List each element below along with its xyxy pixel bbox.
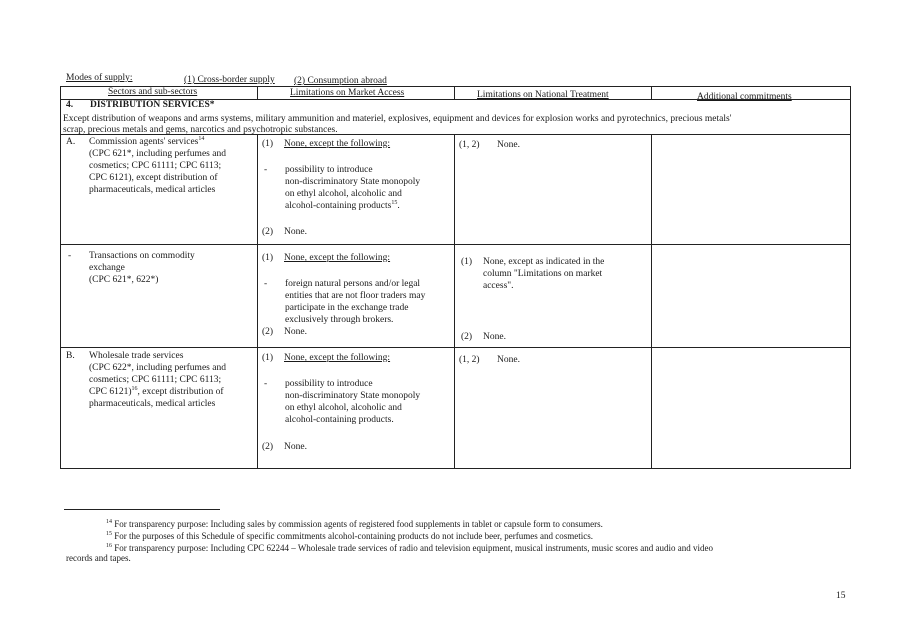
section-note-line-1: Except distribution of weapons and arms systems, military ammunition and materiel, explosives, equipment and devices for explosion works and pyrotechnics, precious metals' <box>63 114 732 124</box>
sector-line: pharmaceuticals, medical articles <box>89 185 216 195</box>
row-exchange-bottom-border <box>60 347 851 348</box>
limitation-text: None, except the following: <box>284 139 391 149</box>
header-national-treatment: Limitations on National Treatment <box>477 90 609 100</box>
market-access-cell <box>262 252 390 264</box>
national-treatment-cell <box>459 139 520 151</box>
limitation-text: None, except the following: <box>284 253 391 263</box>
footnote-number: 16 <box>106 543 112 549</box>
mode-mark: (1) <box>461 257 473 267</box>
detail-line: entities that are not floor traders may <box>285 291 426 301</box>
footnote-text: For transparency purpose: Including CPC 62244 – Wholesale trade services of radio and television equipment, musical instruments, music scores and audio and video <box>114 543 713 553</box>
dash-marker: - <box>264 279 268 289</box>
sector-line: Commission agents' services <box>89 137 199 147</box>
sector-cell <box>89 350 226 410</box>
footnote-separator <box>64 509 220 510</box>
footnote-15 <box>106 530 593 542</box>
limitation-text: None, except as indicated in the <box>483 257 605 267</box>
detail-line: possibility to introduce <box>285 379 373 389</box>
limitation-detail <box>285 378 420 426</box>
market-access-mode-2 <box>262 441 307 453</box>
row-a-bottom-border <box>60 244 851 245</box>
detail-line: possibility to introduce <box>285 165 373 175</box>
col-divider-1 <box>257 134 258 468</box>
detail-line: non-discriminatory State monopoly <box>285 391 421 401</box>
page-number: 15 <box>836 591 846 601</box>
mode-mark: (2) <box>461 332 473 342</box>
sector-line: pharmaceuticals, medical articles <box>89 399 216 409</box>
national-treatment-mode-2 <box>461 331 506 343</box>
row-marker: - <box>68 251 72 261</box>
footnote-number: 15 <box>106 531 112 537</box>
section-number: 4. <box>66 100 74 110</box>
footnote-text: For the purposes of this Schedule of specific commitments alcohol-containing products do not include beer, perfumes and cosmetics. <box>114 531 594 541</box>
mode-mark: (1, 2) <box>459 140 480 150</box>
col-divider-3 <box>651 134 652 468</box>
mode-mark: (1) <box>262 253 274 263</box>
footnote-number: 14 <box>106 519 112 525</box>
limitation-text: None. <box>483 332 506 342</box>
mode-2: (2) Consumption abroad <box>294 76 387 86</box>
limitation-detail: possibility to introduce non-discriminatory State monopoly on ethyl alcohol, alcoholic and alcohol-containing products$^{15}$. <box>285 165 421 211</box>
mode-mark: (1) <box>262 139 274 149</box>
mode-mark: (1) <box>262 353 274 363</box>
footnote-ref: 14 <box>198 136 205 142</box>
sector-line: cosmetics; CPC 61111; CPC 6113; <box>89 375 222 385</box>
header-additional-commitments: Additional commitments <box>697 92 792 102</box>
national-treatment-cell <box>459 354 520 366</box>
dash-marker: - <box>264 165 268 175</box>
detail-line: alcohol-containing products. <box>285 415 394 425</box>
footnote-text: For transparency purpose: Including sales by commission agents of registered food supplements in tablet or capsule form to consumers. <box>114 519 603 529</box>
footnote-14 <box>106 518 603 530</box>
sector-line: , except distribution of <box>137 387 224 397</box>
sector-line: Transactions on commodity <box>89 251 195 261</box>
limitation-text: access". <box>483 281 514 291</box>
sector-line: (CPC 621*, 622*) <box>89 275 159 285</box>
table-bottom-border <box>60 468 851 469</box>
header-market-access: Limitations on Market Access <box>290 88 405 98</box>
table-left-border <box>60 86 61 468</box>
footnote-ref: 15 <box>391 200 398 206</box>
limitation-text: None. <box>497 140 520 150</box>
col-divider-2 <box>454 134 455 468</box>
mode-mark: (1, 2) <box>459 355 480 365</box>
sector-line: (CPC 621*, including perfumes and <box>89 149 226 159</box>
market-access-mode-2 <box>262 326 307 338</box>
limitation-text: None. <box>284 327 307 337</box>
detail-line: on ethyl alcohol, alcoholic and <box>285 403 402 413</box>
market-access-cell <box>262 352 390 364</box>
detail-line: participate in the exchange trade <box>285 303 409 313</box>
sector-line: exchange <box>89 263 125 273</box>
sector-line: CPC 6121) <box>89 387 132 397</box>
limitation-text: None, except the following: <box>284 353 391 363</box>
limitation-text: None. <box>284 442 307 452</box>
mode-mark: (2) <box>262 442 274 452</box>
national-treatment-cell <box>461 256 604 292</box>
section-title: DISTRIBUTION SERVICES* <box>90 100 215 110</box>
row-marker: A. <box>66 137 76 147</box>
sector-line: (CPC 622*, including perfumes and <box>89 363 226 373</box>
header-sectors: Sectors and sub-sectors <box>108 87 198 97</box>
footnote-16 <box>106 542 713 554</box>
detail-line: non-discriminatory State monopoly <box>285 177 421 187</box>
detail-line: foreign natural persons and/or legal <box>285 279 421 289</box>
col-divider-3-header <box>651 86 652 99</box>
limitation-text: None. <box>284 227 307 237</box>
sector-line: cosmetics; CPC 61111; CPC 6113; <box>89 161 222 171</box>
dash-marker: - <box>264 379 268 389</box>
sector-cell <box>89 250 195 286</box>
sector-line: CPC 6121), except distribution of <box>89 173 218 183</box>
detail-line: alcohol-containing products <box>285 201 392 211</box>
table-right-border <box>850 86 851 468</box>
market-access-mode-2 <box>262 226 307 238</box>
footnote-ref: 16 <box>131 386 138 392</box>
sector-cell <box>89 136 226 196</box>
mode-mark: (2) <box>262 327 274 337</box>
row-marker: B. <box>66 351 75 361</box>
sector-line: Wholesale trade services <box>89 351 184 361</box>
mode-mark: (2) <box>262 227 274 237</box>
detail-line: exclusively through brokers. <box>285 315 394 325</box>
mode-1: (1) Cross-border supply <box>184 75 275 85</box>
col-divider-2-header <box>454 86 455 99</box>
section-note-line-2: scrap, precious metals and gems, narcotics and psychotropic substances. <box>63 125 338 135</box>
col-divider-1-header <box>257 86 258 99</box>
market-access-cell <box>262 138 390 150</box>
limitation-detail <box>285 278 425 326</box>
limitation-text: column "Limitations on market <box>483 269 603 279</box>
modes-label: Modes of supply: <box>66 73 133 83</box>
detail-line: on ethyl alcohol, alcoholic and <box>285 189 402 199</box>
limitation-text: None. <box>497 355 520 365</box>
footnote-16-continuation: records and tapes. <box>66 553 131 563</box>
